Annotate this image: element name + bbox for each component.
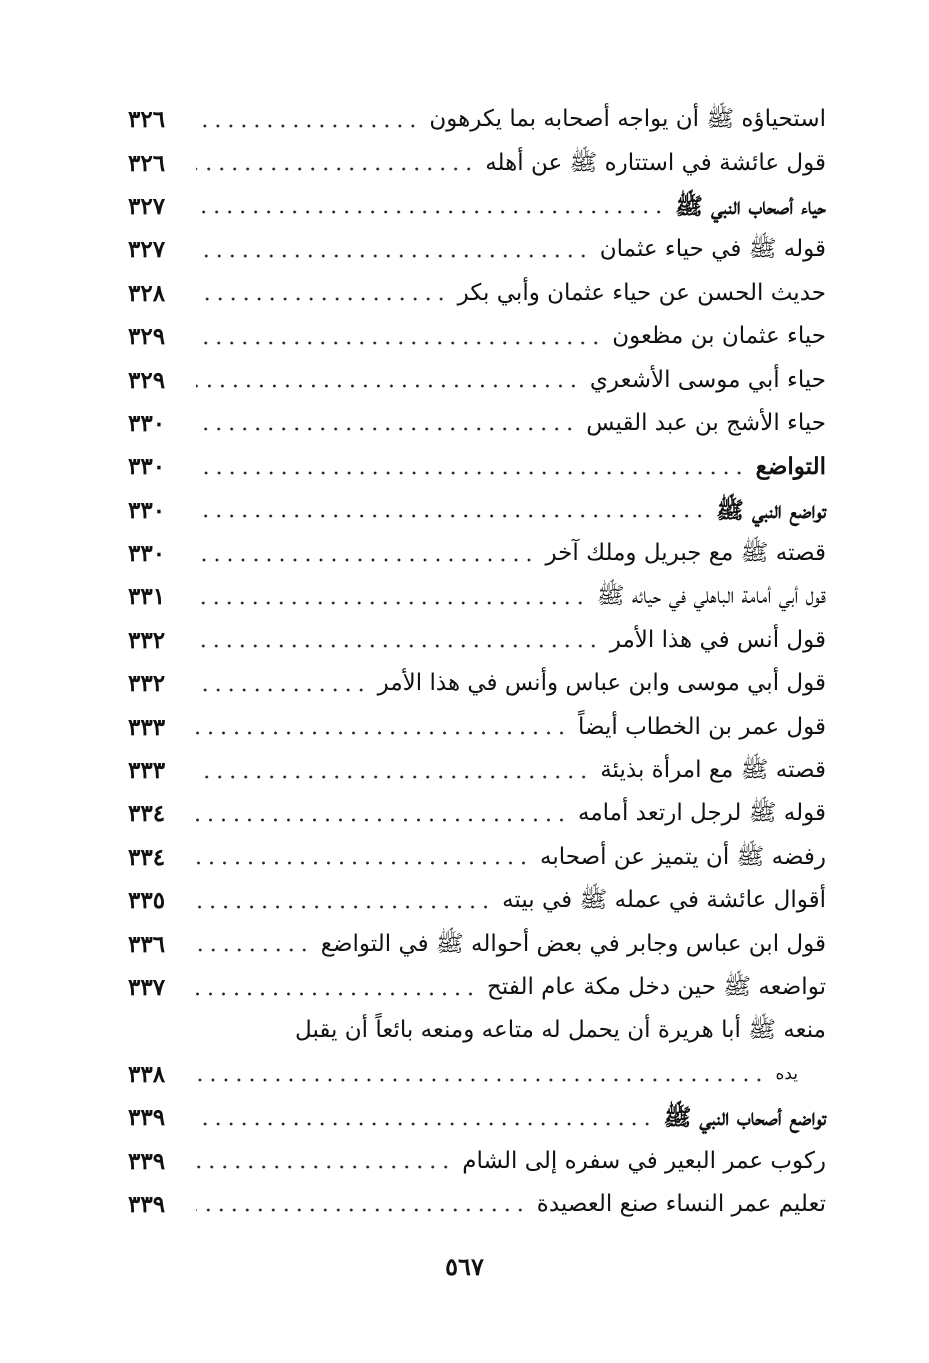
dot-leader — [196, 816, 568, 824]
toc-entry-page: ٣٣٠ — [128, 496, 166, 524]
toc-entry-page: ٣٣٨ — [128, 1060, 166, 1088]
toc-entry-page: ٣٢٩ — [128, 366, 166, 394]
toc-entry-title: قوله ﷺ لرجل ارتعد أمامه — [577, 800, 826, 827]
dot-leader — [196, 1120, 654, 1128]
toc-entry-page: ٣٣١ — [128, 583, 166, 611]
dot-leader — [196, 946, 311, 954]
toc-entry-title: تواضعه ﷺ حين دخل مكة عام الفتح — [487, 974, 826, 1000]
toc-entry-title: قول أبي موسى وابن عباس وأنس في هذا الأمر — [377, 670, 826, 697]
toc-entry-title: قول عمر بن الخطاب أيضاً — [578, 713, 826, 740]
toc-entry-page: ٣٣٤ — [128, 800, 166, 828]
toc-entry-title: قوله ﷺ في حياء عثمان — [599, 236, 826, 263]
toc-entry — [128, 619, 826, 662]
dot-leader — [196, 252, 590, 260]
toc-entry — [128, 272, 826, 315]
toc-entry — [128, 966, 826, 1009]
toc-entry-page: ٣٣٦ — [128, 930, 166, 958]
dot-leader — [196, 729, 568, 737]
toc-entry-page: ٣٢٧ — [128, 192, 166, 220]
toc-entry-title: قول أنس في هذا الأمر — [609, 626, 826, 653]
toc-entry — [128, 792, 826, 835]
dot-leader — [196, 1206, 527, 1214]
toc-entry-page: ٣٢٩ — [128, 323, 166, 351]
toc-entry-page: ٣٢٦ — [128, 149, 166, 177]
toc-entry-title: استحياؤه ﷺ أن يواجه أصحابه بما يكرهون — [429, 106, 826, 133]
toc-entry-page: ٣٢٧ — [128, 236, 166, 264]
toc-entry-title: تواضع أصحاب النبي ﷺ — [663, 1104, 826, 1132]
toc-entry-page: ٣٣٣ — [128, 757, 166, 785]
toc-entry — [128, 662, 826, 705]
toc-entry — [128, 705, 826, 748]
toc-entry-title: حياء أصحاب النبي ﷺ — [675, 192, 826, 220]
table-of-contents — [128, 98, 826, 1226]
toc-entry — [128, 922, 826, 965]
toc-entry-page: ٣٢٨ — [128, 279, 166, 307]
toc-entry-title: تواضع النبي ﷺ — [716, 496, 826, 524]
toc-entry — [128, 1053, 826, 1096]
toc-entry-title: حديث الحسن عن حياء عثمان وأبي بكر — [457, 279, 826, 306]
toc-entry-page: ٣٣٠ — [128, 540, 166, 568]
dot-leader — [196, 686, 368, 694]
dot-leader — [196, 339, 602, 347]
dot-leader — [196, 903, 492, 911]
toc-entry-title: يده — [775, 1063, 798, 1084]
toc-entry-page: ٣٣٠ — [128, 409, 166, 437]
toc-entry — [128, 358, 826, 401]
dot-leader — [196, 512, 706, 520]
toc-entry — [128, 532, 826, 575]
toc-section-heading — [128, 185, 826, 228]
toc-entry-title: رفضه ﷺ أن يتميز عن أصحابه — [539, 843, 826, 870]
toc-entry-page: ٣٣٩ — [128, 1104, 166, 1132]
dot-leader — [196, 556, 535, 564]
toc-entry-title: منعه ﷺ أبا هريرة أن يحمل له متاعه ومنعه بائعاً أن يقبل — [295, 1017, 826, 1044]
toc-entry — [128, 1139, 826, 1182]
toc-entry-page: ٣٢٦ — [128, 106, 166, 134]
dot-leader — [196, 122, 419, 130]
toc-section-heading — [128, 489, 826, 532]
toc-entry — [128, 749, 826, 792]
dot-leader — [196, 859, 530, 867]
toc-entry-page: ٣٣٢ — [128, 626, 166, 654]
toc-entry — [128, 1009, 826, 1052]
toc-entry-title: تعليم عمر النساء صنع العصيدة — [536, 1190, 826, 1217]
dot-leader — [196, 208, 665, 216]
dot-leader — [196, 1163, 452, 1171]
toc-entry-page: ٣٣٢ — [128, 670, 166, 698]
toc-entry — [128, 836, 826, 879]
toc-entry-page: ٣٣٠ — [128, 453, 166, 481]
toc-entry-title: قول عائشة في استتاره ﷺ عن أهله — [485, 149, 826, 176]
dot-leader — [196, 1076, 765, 1084]
toc-entry — [128, 575, 826, 618]
toc-entry-title: قول أبي أمامة الباهلي في حيائه ﷺ — [596, 583, 826, 610]
toc-section-heading — [128, 445, 826, 488]
toc-entry-title: حياء أبي موسى الأشعري — [589, 366, 826, 393]
toc-entry-page: ٣٣٥ — [128, 887, 166, 915]
toc-entry-title: قول ابن عباس وجابر في بعض أحواله ﷺ في التواضع — [320, 930, 826, 957]
toc-entry-title: حياء الأشج بن عبد القيس — [586, 409, 826, 436]
toc-entry-page: ٣٣٤ — [128, 843, 166, 871]
toc-entry-title: قصته ﷺ مع امرأة بذيئة — [600, 757, 826, 784]
toc-entry-page: ٣٣٣ — [128, 713, 166, 741]
dot-leader — [196, 469, 746, 477]
toc-entry — [128, 228, 826, 271]
toc-entry — [128, 141, 826, 184]
dot-leader — [196, 425, 576, 433]
toc-entry-page: ٣٣٩ — [128, 1190, 166, 1218]
toc-entry-title: ركوب عمر البعير في سفره إلى الشام — [462, 1147, 826, 1174]
dot-leader — [196, 990, 477, 998]
toc-entry-title: حياء عثمان بن مظعون — [612, 323, 826, 350]
toc-section-heading — [128, 1096, 826, 1139]
toc-entry-page: ٣٣٧ — [128, 974, 166, 1001]
toc-entry-title: قصته ﷺ مع جبريل وملك آخر — [545, 540, 826, 567]
toc-entry — [128, 1183, 826, 1226]
dot-leader — [196, 599, 587, 607]
dot-leader — [196, 773, 590, 781]
dot-leader — [196, 165, 475, 173]
toc-entry-title: التواضع — [755, 453, 826, 481]
dot-leader — [196, 295, 448, 303]
toc-entry-page: ٣٣٩ — [128, 1147, 166, 1175]
dot-leader — [196, 382, 580, 390]
toc-entry-title: أقوال عائشة في عمله ﷺ في بيته — [502, 887, 826, 914]
toc-entry — [128, 315, 826, 358]
toc-entry — [128, 879, 826, 922]
toc-entry — [128, 402, 826, 445]
dot-leader — [196, 642, 600, 650]
page-number: ٥٦٧ — [445, 1252, 484, 1281]
toc-entry — [128, 98, 826, 141]
